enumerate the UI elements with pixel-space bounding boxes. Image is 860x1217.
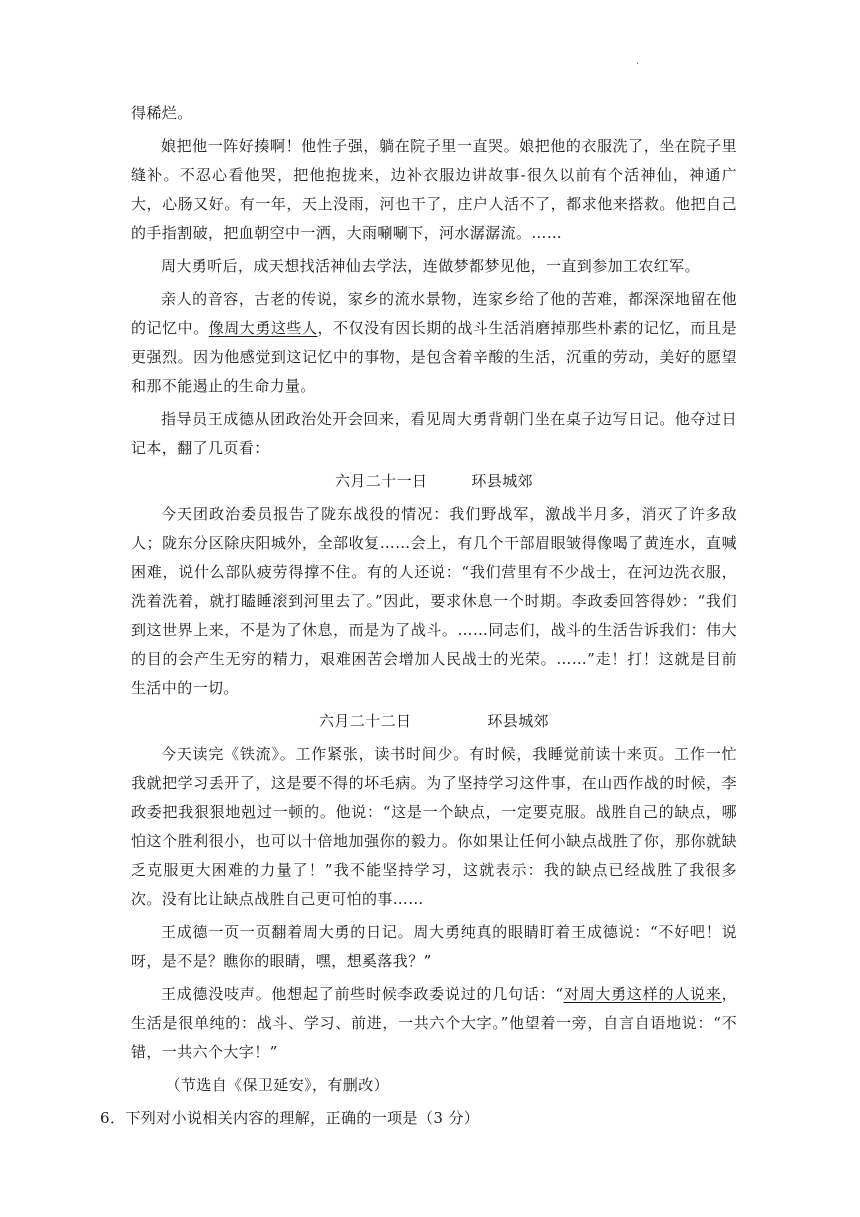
diary-place: 环县城郊 (487, 712, 549, 730)
paragraph-memories (131, 285, 737, 401)
paragraph-continuation: 得稀烂。 (131, 104, 193, 122)
diary-heading-june-21 (131, 467, 737, 496)
diary-heading-june-22 (131, 707, 737, 736)
memories-text-end: ，不仅没有因长期的战斗生活消磨掉那些朴素的记忆，而且是更强烈。因为他感觉到这记忆中的事物，是包含着辛酸的生活，沉重的劳动，美好的愿望和那不能遏止的生命力量。 (131, 319, 737, 395)
paragraph-six-characters (131, 980, 737, 1067)
question-6: 6．下列对小说相关内容的理解，正确的一项是（3 分） (100, 1109, 480, 1127)
paragraph-flipping-diary: 王成德一页一页翻着周大勇的日记。周大勇纯真的眼睛盯着王成德说：“不好吧！说呀，是不是？瞧你的眼睛，嘿，想奚落我？” (131, 923, 737, 970)
diary-entry-june-21: 今天团政治委员报告了陇东战役的情况：我们野战军，激战半月多，消灭了许多敌人；陇东分区除庆阳城外，全部收复……会上，有几个干部眉眼皱得像喝了黄连水，直喊困难，说什么部队疲劳得撑不住。有的人还说：“我们营里有不少战士，在河边洗衣服，洗着洗着，就打瞌睡滚到河里去了。”因此，要求休息一个时期。李政委回答得妙：“我们到这世界上来，不是为了休息，而是为了战斗。……同志们，战斗的生活告诉我们：伟大的目的会产生无穷的精力，艰难困苦会增加人民战士的光荣。……”走！打！这就是目前生活中的一切。 (131, 505, 737, 697)
diary-place: 环县城郊 (471, 472, 533, 490)
six-characters-text-start: 王成德没吱声。他想起了前些时候李政委说过的几句话：“ (161, 985, 564, 1003)
six-characters-text-end: ，生活是很单纯的：战斗、学习、前进，一共六个大字。”他望着一旁，自言自语地说：“不错，一共六个大字！” (131, 985, 737, 1061)
diary-date: 六月二十一日 (334, 472, 428, 490)
paragraph-wang-chengde-returns: 指导员王成德从团政治处开会回来，看见周大勇背朝门坐在桌子边写日记。他夺过日记本，翻了几页看： (131, 410, 737, 457)
paragraph-joined-red-army: 周大勇听后，成天想找活神仙去学法，连做梦都梦见他，一直到参加工农红军。 (161, 257, 701, 275)
memories-text-start: 亲人的音容，古老的传说，家乡的流水景物，连家乡给了他的苦难，都深深地留在他的记忆中。 (131, 290, 737, 337)
paragraph-mother-story: 娘把他一阵好揍啊！他性子强，躺在院子里一直哭。娘把他的衣服洗了，坐在院子里缝补。不忍心看他哭，把他抱拢来，边补衣服边讲故事-很久以前有个活神仙，神通广大，心肠又好。有一年，天上没雨，河也干了，庄户人活不了，都求他来搭救。他把自己的手指割破，把血朝空中一洒，大雨唰唰下，河水潺潺流。…… (131, 137, 737, 242)
underlined-phrase-zhou-dayong: 像周大勇这些人 (208, 319, 318, 337)
corner-mark: . (636, 56, 640, 67)
passage-body (100, 99, 737, 1133)
diary-date: 六月二十二日 (318, 712, 412, 730)
diary-entry-june-22: 今天读完《铁流》。工作紧张，读书时间少。有时候，我睡觉前读十来页。工作一忙我就把学习丢开了，这是要不得的坏毛病。为了坚持学习这件事，在山西作战的时候，李政委把我狠狠地剋过一顿的。他说：“这是一个缺点，一定要克服。战胜自己的缺点，哪怕这个胜利很小，也可以十倍地加强你的毅力。你如果让任何小缺点战胜了你，那你就缺乏克服更大困难的力量了！”我不能坚持学习，这就表示：我的缺点已经战胜了我很多次。没有比让缺点战胜自己更可怕的事…… (131, 745, 737, 908)
source-citation: （节选自《保卫延安》，有删改） (165, 1076, 390, 1094)
underlined-phrase-such-people: 对周大勇这样的人说来 (563, 985, 722, 1003)
